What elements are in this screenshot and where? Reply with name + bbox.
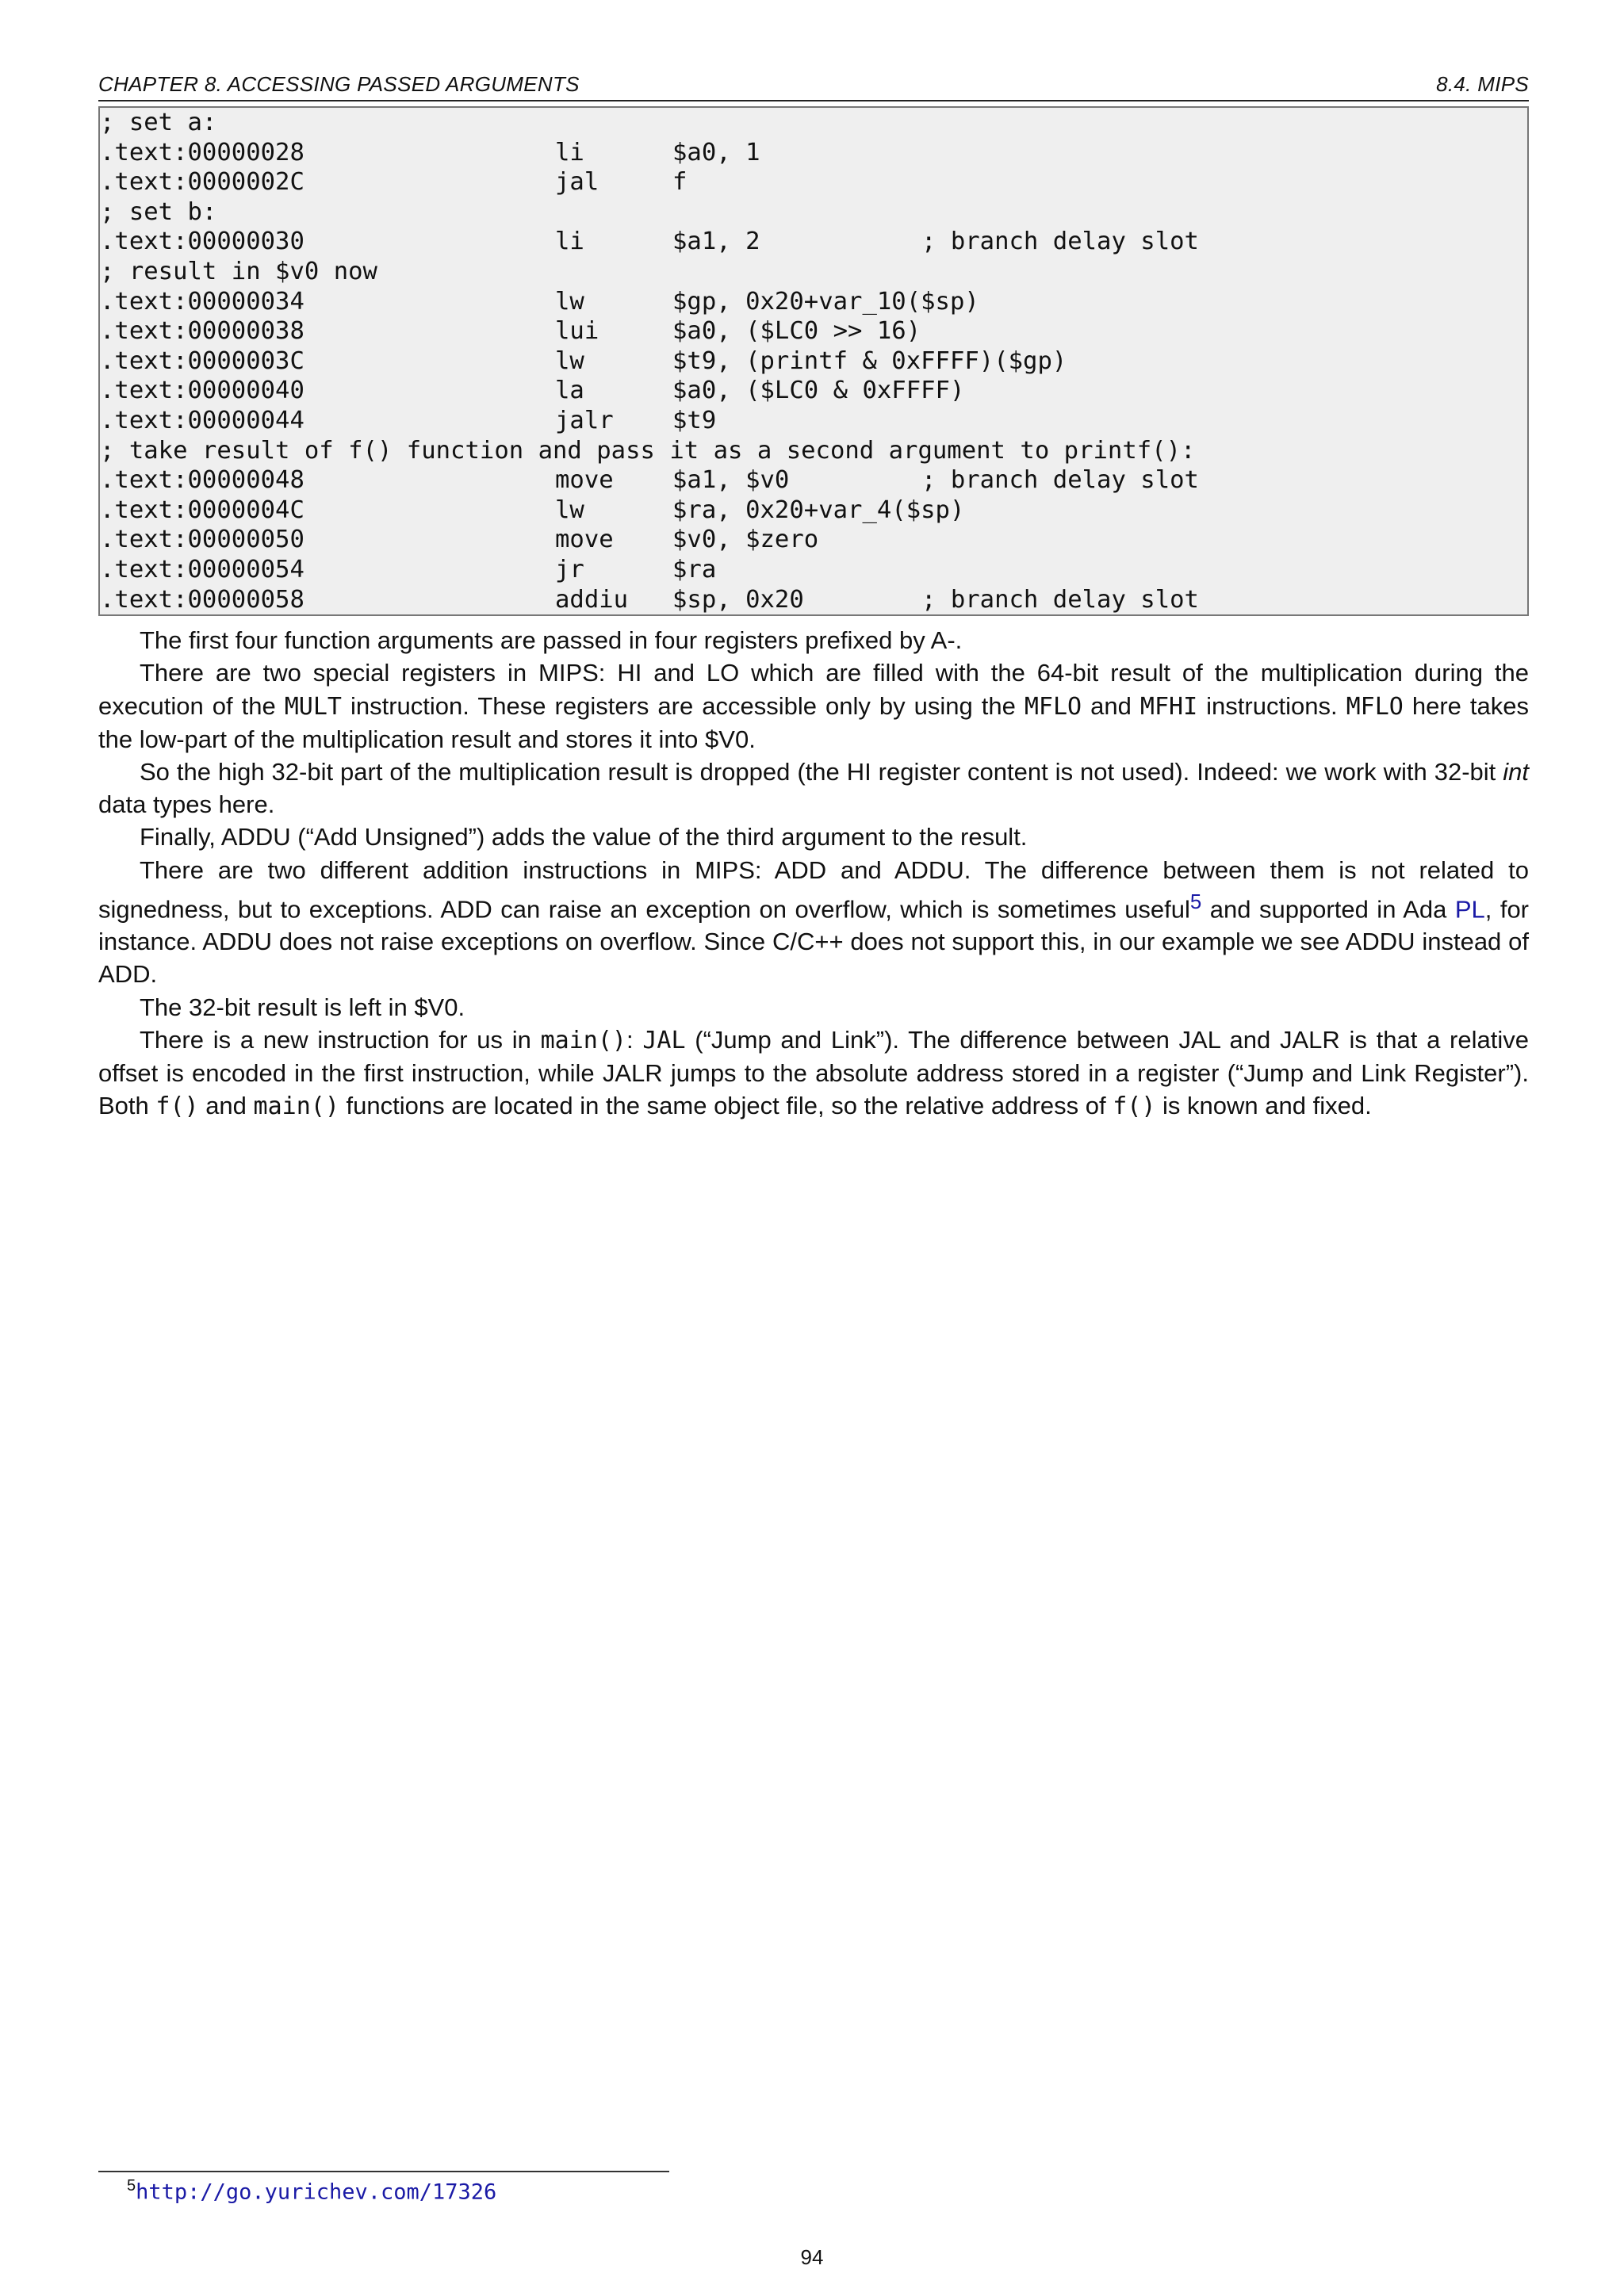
code-listing: [98, 106, 1529, 616]
code-operands: $t9, (printf & 0xFFFF)($gp): [672, 346, 1067, 375]
code-opcode: move: [555, 526, 614, 554]
code-address: .text:00000038: [100, 317, 304, 346]
code-address: .text:00000034: [100, 287, 304, 316]
code-operands: $a0, 1: [672, 138, 760, 166]
running-header: [98, 68, 1529, 101]
section-title: 8.4. MIPS: [1436, 72, 1529, 96]
code-opcode: li: [555, 228, 584, 256]
code-operands: $t9: [672, 406, 717, 434]
code-opcode: jal: [555, 168, 599, 197]
paragraph: The 32-bit result is left in $V0.: [140, 993, 465, 1021]
code-line: [100, 197, 1527, 228]
code-line: [100, 287, 1527, 317]
code-opcode: lw: [555, 496, 584, 524]
footnote-number: 5: [127, 2177, 136, 2195]
code-operands: $ra: [672, 555, 717, 584]
paragraph: There are two special registers in MIPS: HI and LO which are filled with the 64-bit result of the multiplication during the execution of the MULT instruction. These registers are accessible only by using the MFLO and MFHI instructions. MFLO here takes the low-part of the multiplication result and stores it into $V0.: [98, 659, 1530, 753]
inline-code: f(): [1113, 1093, 1156, 1121]
code-address: .text:0000002C: [100, 168, 304, 197]
code-comment: ; branch delay slot: [921, 466, 1199, 495]
code-operands: $a1, 2: [672, 228, 760, 256]
code-address: .text:00000048: [100, 466, 304, 495]
footnote: [127, 2177, 496, 2204]
code-line: [100, 465, 1527, 496]
code-opcode: jr: [555, 555, 584, 584]
code-line: [100, 316, 1527, 346]
code-address: .text:00000058: [100, 585, 304, 614]
paragraph: The first four function arguments are passed in four registers prefixed by A-.: [140, 626, 963, 655]
inline-code: f(): [155, 1093, 199, 1121]
code-opcode: li: [555, 138, 584, 166]
footnote-rule: [98, 2171, 669, 2172]
code-comment: ; set a:: [100, 109, 217, 136]
code-address: .text:00000054: [100, 555, 304, 584]
glossary-link[interactable]: PL: [1454, 895, 1485, 924]
code-line: [100, 167, 1527, 197]
code-address: .text:0000003C: [100, 346, 304, 375]
code-line: [100, 555, 1527, 585]
paragraph: So the high 32-bit part of the multiplication result is dropped (the HI register content is not used). Indeed: we work with 32-bit int data types here.: [98, 757, 1529, 819]
code-opcode: move: [555, 466, 614, 495]
code-line: [100, 585, 1527, 615]
code-line: [100, 108, 1527, 138]
code-comment: ; branch delay slot: [921, 228, 1199, 256]
code-line: [100, 406, 1527, 436]
code-line: [100, 376, 1527, 406]
chapter-title: CHAPTER 8. ACCESSING PASSED ARGUMENTS: [98, 72, 580, 96]
code-address: .text:00000050: [100, 526, 304, 554]
code-operands: $gp, 0x20+var_10($sp): [672, 287, 979, 316]
code-line: [100, 257, 1527, 287]
code-address: .text:00000040: [100, 377, 304, 405]
code-operands: $a0, ($LC0 & 0xFFFF): [672, 377, 965, 405]
inline-code: JAL: [642, 1026, 686, 1054]
code-line: [100, 138, 1527, 168]
code-address: .text:00000044: [100, 406, 304, 434]
inline-code: MFLO: [1024, 692, 1082, 721]
code-address: .text:00000028: [100, 138, 304, 166]
code-comment: ; branch delay slot: [921, 585, 1199, 614]
code-comment: ; result in $v0 now: [100, 257, 377, 285]
inline-code: main(): [253, 1093, 339, 1121]
paragraph: There is a new instruction for us in main(): JAL (“Jump and Link”). The difference between JAL and JALR is that a relative offset is encoded in the first instruction, while JALR jumps to the absolute address stored in a register (“Jump and Link Register”). Both f() and main() functions are located in the same object file, so the relative address of f() is known and fixed.: [98, 1025, 1529, 1121]
inline-code: MFHI: [1139, 692, 1198, 721]
code-line: [100, 227, 1527, 257]
code-operands: $sp, 0x20: [672, 585, 804, 614]
page-number: 94: [800, 2245, 824, 2269]
inline-code: MULT: [284, 692, 342, 721]
code-opcode: addiu: [555, 585, 629, 614]
footnote-link[interactable]: http://go.yurichev.com/17326: [136, 2179, 497, 2205]
code-line: [100, 496, 1527, 526]
code-opcode: lui: [555, 317, 599, 346]
code-line: [100, 525, 1527, 555]
paragraph: Finally, ADDU (“Add Unsigned”) adds the value of the third argument to the result.: [140, 823, 1028, 851]
code-opcode: lw: [555, 287, 584, 316]
code-opcode: jalr: [555, 406, 614, 434]
code-operands: $a1, $v0: [672, 466, 790, 495]
paragraph: There are two different addition instructions in MIPS: ADD and ADDU. The difference between them is not related to signedness, but to exceptions. ADD can raise an exception on overflow, which is sometimes useful$^5$ and supported in Ada PL, for instance. ADDU does not raise exceptions on overflow. Since C/C++ does not support this, in our example we see ADDU instead of ADD.: [98, 855, 1530, 989]
emphasis: int: [1503, 757, 1529, 786]
code-opcode: lw: [555, 346, 584, 375]
code-operands: $ra, 0x20+var_4($sp): [672, 496, 965, 524]
code-line: [100, 346, 1527, 377]
code-operands: $a0, ($LC0 >> 16): [672, 317, 921, 346]
code-address: .text:00000030: [100, 228, 304, 256]
code-address: .text:0000004C: [100, 496, 304, 524]
code-operands: $v0, $zero: [672, 526, 819, 554]
footnote-ref[interactable]: 5: [1189, 890, 1202, 913]
code-comment: ; set b:: [100, 197, 217, 226]
page: [98, 68, 1529, 1123]
body-text: [98, 624, 1529, 1123]
inline-code: MFLO: [1346, 692, 1404, 721]
inline-code: main(): [540, 1026, 626, 1054]
code-line: [100, 436, 1527, 466]
code-comment: ; take result of f() function and pass it as a second argument to printf():: [100, 436, 1196, 465]
code-operands: f: [672, 168, 688, 197]
code-opcode: la: [555, 377, 584, 405]
